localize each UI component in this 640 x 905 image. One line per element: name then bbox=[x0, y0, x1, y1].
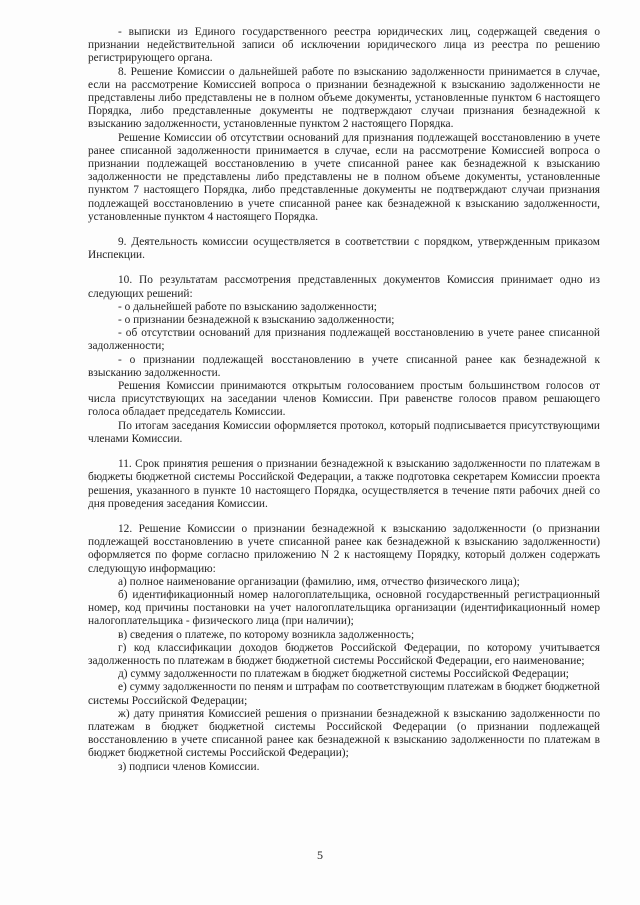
paragraph-8: 8. Решение Комиссии о дальнейшей работе по взысканию задолженности принимается в случае, если на рассмотрение Комиссией вопроса о признании безнадежной к взысканию задолженности не представлены либо представлены не в полном объеме документы, установленные пунктом 6 настоящего Порядка, либо представленные документы не подтверждают случаи признания безнадежной к взысканию задолженности, установленные пунктом 2 настоящего Порядка. bbox=[88, 65, 600, 131]
list-item-d: д) сумму задолженности по платежам в бюджет бюджетной системы Российской Федерации; bbox=[118, 668, 569, 681]
list-item-no-grounds: - об отсутствии оснований для признания подлежащей восстановлению в учете ранее списанной задолженности; bbox=[88, 327, 600, 353]
list-item-z: з) подписи членов Комиссии. bbox=[118, 760, 260, 773]
paragraph-8-no-grounds: Решение Комиссии об отсутствии оснований для признания подлежащей восстановлению в учете ранее списанной задолженности принимается в случае, если на рассмотрение Комиссией вопроса о признании подлежащей восстановлению в учете списанной ранее как безнадежной к взысканию задолженности не представлены либо представлены не в полном объеме документы, установленные пунктом 7 настоящего Порядка, либо представленные документы не подтверждают случаи признания подлежащей восстановлению в учете списанной ранее как безнадежной к взысканию задолженности, установленные пунктом 4 настоящего Порядка. bbox=[88, 131, 600, 223]
list-item-g: г) код классификации доходов бюджетов Российской Федерации, по которому учитывается задолженность по платежам в бюджет бюджетной системы Российской Федерации, его наименование; bbox=[88, 641, 600, 667]
list-item-zh: ж) дату принятия Комиссией решения о признании безнадежной к взысканию задолженности по платежам в бюджет бюджетной системы Российской Федерации (о признании подлежащей восстановлению в учете списанной ранее как безнадежной к взысканию задолженности по платежам в бюджет бюджетной системы Российской Федерации); bbox=[88, 707, 600, 760]
document-body bbox=[88, 26, 600, 774]
list-item-hopeless-debt: - о признании безнадежной к взысканию задолженности; bbox=[118, 314, 395, 327]
paragraph-11: 11. Срок принятия решения о признании безнадежной к взысканию задолженности по платежам в бюджеты бюджетной системы Российской Федерации, а также подготовка секретарем Комиссии проекта решения, указанного в пункте 10 настоящего Порядка, осуществляется в течение пяти рабочих дней со дня проведения заседания Комиссии. bbox=[88, 458, 600, 510]
paragraph-10: 10. По результатам рассмотрения представленных документов Комиссия принимает одно из следующих решений: bbox=[88, 274, 600, 300]
paragraph-registry-extract: - выписки из Единого государственного реестра юридических лиц, содержащей сведения о признании недействительной записи об исключении юридического лица из реестра по решению регистрирующего органа. bbox=[88, 26, 600, 65]
list-item-further-work: - о дальнейшей работе по взысканию задолженности; bbox=[118, 300, 377, 313]
list-item-restore: - о признании подлежащей восстановлению в учете списанной ранее как безнадежной к взысканию задолженности. bbox=[88, 353, 600, 379]
list-item-e: е) сумму задолженности по пеням и штрафам по соответствующим платежам в бюджет бюджетной системы Российской Федерации; bbox=[88, 681, 600, 707]
list-item-v: в) сведения о платеже, по которому возникла задолженность; bbox=[118, 628, 415, 641]
list-item-b: б) идентификационный номер налогоплательщика, основной государственный регистрационный номер, код причины постановки на учет налогоплательщика организации (идентификационный номер налогоплательщика - физического лица (при наличии); bbox=[88, 588, 600, 628]
list-item-a: а) полное наименование организации (фамилию, имя, отчество физического лица); bbox=[118, 575, 520, 588]
paragraph-10-protocol: По итогам заседания Комиссии оформляется протокол, который подписывается присутствующими членами Комиссии. bbox=[88, 419, 600, 445]
page-number: 5 bbox=[317, 848, 323, 862]
paragraph-10-voting: Решения Комиссии принимаются открытым голосованием простым большинством голосов от числа присутствующих на заседании членов Комиссии. При равенстве голосов правом решающего голоса обладает председатель Комиссии. bbox=[88, 380, 600, 419]
paragraph-9: 9. Деятельность комиссии осуществляется в соответствии с порядком, утвержденным приказом Инспекции. bbox=[88, 236, 600, 262]
paragraph-12: 12. Решение Комиссии о признании безнадежной к взысканию задолженности (о признании подлежащей восстановлению в учете списанной ранее как безнадежной к взысканию задолженности) оформляется по форме согласно приложению N 2 к настоящему Порядку, который должен содержать следующую информацию: bbox=[88, 522, 600, 575]
